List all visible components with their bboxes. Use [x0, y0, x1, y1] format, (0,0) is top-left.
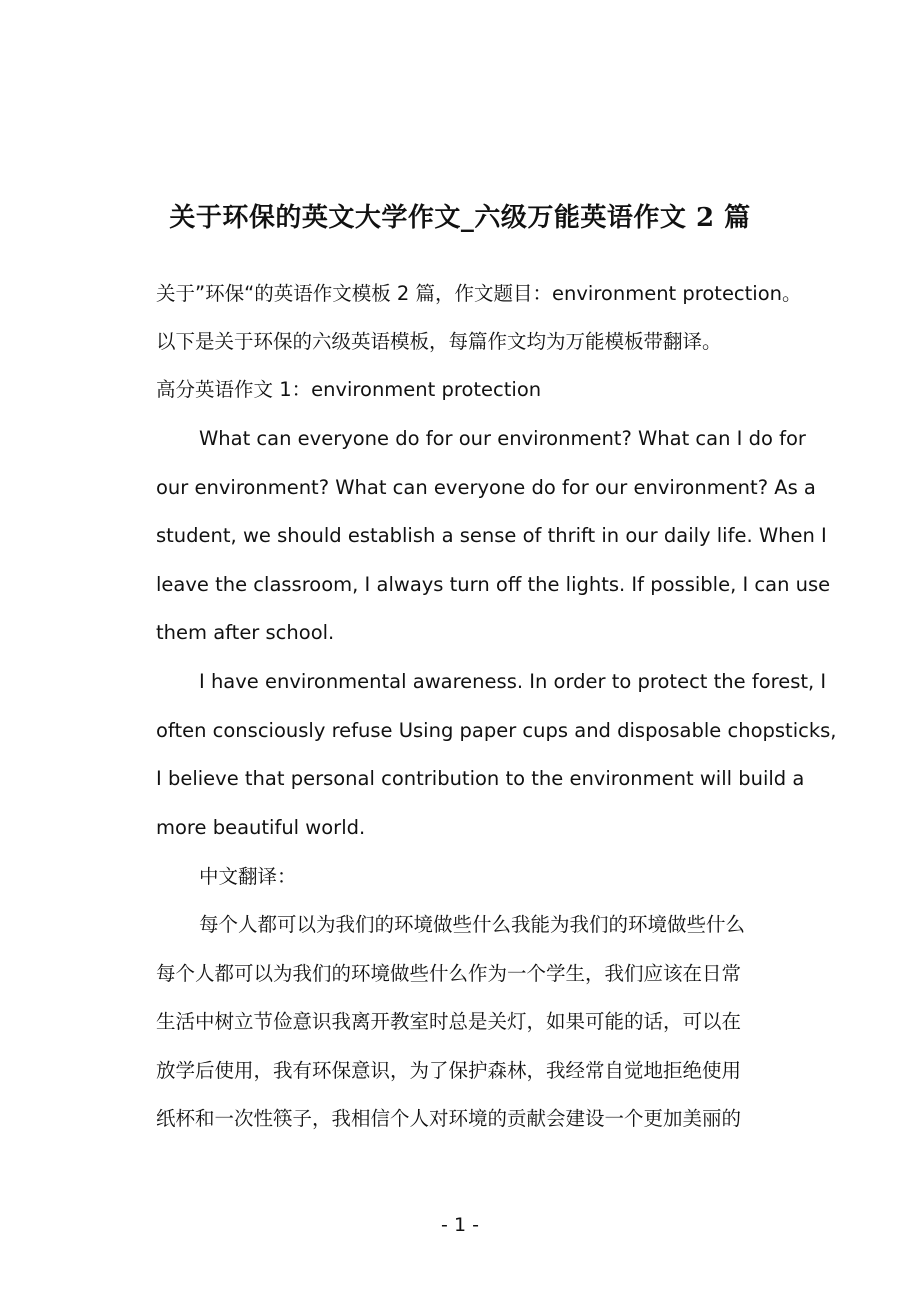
translation-line-3: 生活中树立节俭意识我离开教室时总是关灯，如果可能的话，可以在	[156, 1010, 742, 1033]
essay-1-p2-line-4: more beautiful world.	[156, 816, 366, 839]
translation-heading: 中文翻译：	[199, 865, 297, 888]
essay-1-p1-line-5: them after school.	[156, 621, 335, 644]
essay-1-p1-line-1: What can everyone do for our environment? What can I do for	[199, 427, 806, 450]
translation-line-2: 每个人都可以为我们的环境做些什么作为一个学生，我们应该在日常	[156, 962, 742, 985]
intro-line-1: 关于”环保“的英语作文模板 2 篇，作文题目：environment protection。	[156, 282, 802, 305]
essay-1-p1-line-4: leave the classroom, I always turn off the lights. If possible, I can use	[156, 573, 831, 596]
page-number: - 1 -	[441, 1214, 479, 1236]
essay-1-heading: 高分英语作文 1：environment protection	[156, 378, 542, 401]
translation-line-5: 纸杯和一次性筷子，我相信个人对环境的贡献会建设一个更加美丽的	[156, 1107, 742, 1130]
essay-1-p1-line-2: our environment? What can everyone do for our environment? As a	[156, 476, 816, 499]
translation-line-1: 每个人都可以为我们的环境做些什么我能为我们的环境做些什么	[199, 913, 746, 936]
essay-1-p1-line-3: student, we should establish a sense of thrift in our daily life. When I	[156, 524, 827, 547]
translation-line-4: 放学后使用，我有环保意识，为了保护森林，我经常自觉地拒绝使用	[156, 1059, 742, 1082]
intro-line-2: 以下是关于环保的六级英语模板，每篇作文均为万能模板带翻译。	[156, 330, 722, 353]
essay-1-p2-line-2: often consciously refuse Using paper cups and disposable chopsticks,	[156, 719, 837, 742]
essay-1-p2-line-3: I believe that personal contribution to the environment will build a	[156, 767, 805, 790]
document-title: 关于环保的英文大学作文_六级万能英语作文 2 篇	[169, 203, 751, 233]
essay-1-p2-line-1: I have environmental awareness. In order to protect the forest, I	[199, 670, 827, 693]
